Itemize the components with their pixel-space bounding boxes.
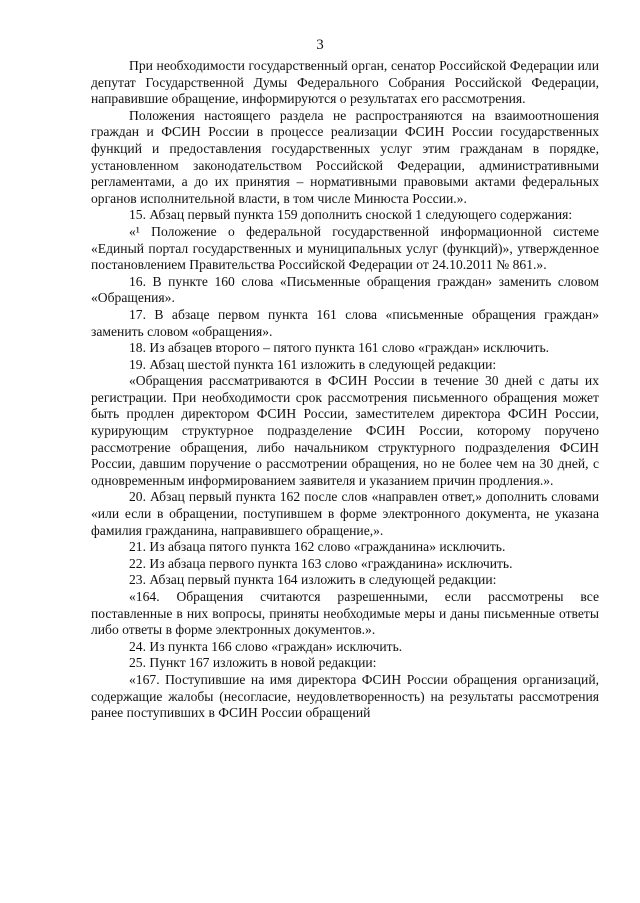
paragraph: 17. В абзаце первом пункта 161 слова «письменные обращения граждан» заменить словом «обращения».: [91, 306, 599, 339]
paragraph: «Обращения рассматриваются в ФСИН России в течение 30 дней с даты их регистрации. При необходимости срок рассмотрения письменного обращения может быть продлен директором ФСИН России, заместителем директора ФСИН России, курирующим структурное подразделение ФСИН России, которому поручено рассмотрение обращения, либо начальником структурного подразделения ФСИН России, давшим поручение о рассмотрении обращения, но не более чем на 30 дней, с одновременным информированием заявителя и указанием причин продления.».: [91, 373, 599, 488]
paragraph: 22. Из абзаца первого пункта 163 слово «гражданина» исключить.: [129, 555, 513, 571]
paragraph: 21. Из абзаца пятого пункта 162 слово «гражданина» исключить.: [129, 539, 506, 555]
paragraph: 20. Абзац первый пункта 162 после слов «направлен ответ,» дополнить словами «или если в обращении, поступившем в форме электронного документа, не указана фамилия гражданина, направившего обращение,».: [91, 489, 599, 538]
paragraph: 18. Из абзацев второго – пятого пункта 161 слово «граждан» исключить.: [129, 340, 550, 356]
paragraph: 15. Абзац первый пункта 159 дополнить сноской 1 следующего содержания:: [129, 207, 573, 223]
paragraph: «167. Поступившие на имя директора ФСИН России обращения организаций, содержащие жалобы (несогласие, неудовлетворенность) на результаты рассмотрения ранее поступивших в ФСИН России обращений: [91, 671, 599, 721]
paragraph: При необходимости государственный орган, сенатор Российской Федерации или депутат Государственной Думы Федерального Собрания Российской Федерации, направившие обращение, информируются о результатах его рассмотрения.: [91, 58, 599, 107]
paragraph: 25. Пункт 167 изложить в новой редакции:: [129, 655, 377, 671]
paragraph: Положения настоящего раздела не распространяются на взаимоотношения граждан и ФСИН России в процессе реализации ФСИН России государственных функций и предоставления государственных услуг этим гражданам в порядке, установленном законодательством Российской Федерации, административными регламентами, а до их принятия – нормативными правовыми актами федеральных органов исполнительной власти, в том числе Минюста России.».: [91, 107, 599, 206]
paragraph: «164. Обращения считаются разрешенными, если рассмотрены все поставленные в них вопросы, приняты необходимые меры и даны письменные ответы либо ответы в форме электронных документов.».: [91, 589, 599, 638]
document-body: [91, 58, 599, 722]
paragraph: «¹ Положение о федеральной государственной информационной системе «Единый портал государственных и муниципальных услуг (функций)», утвержденное постановлением Правительства Российской Федерации от 24.10.2011 № 861.».: [91, 223, 599, 273]
paragraph: 23. Абзац первый пункта 164 изложить в следующей редакции:: [129, 572, 497, 588]
paragraph: 24. Из пункта 166 слово «граждан» исключить.: [129, 638, 403, 654]
paragraph: 16. В пункте 160 слова «Письменные обращения граждан» заменить словом «Обращения».: [91, 273, 599, 306]
paragraph: 19. Абзац шестой пункта 161 изложить в следующей редакции:: [129, 356, 497, 372]
page-number: 3: [316, 37, 324, 53]
